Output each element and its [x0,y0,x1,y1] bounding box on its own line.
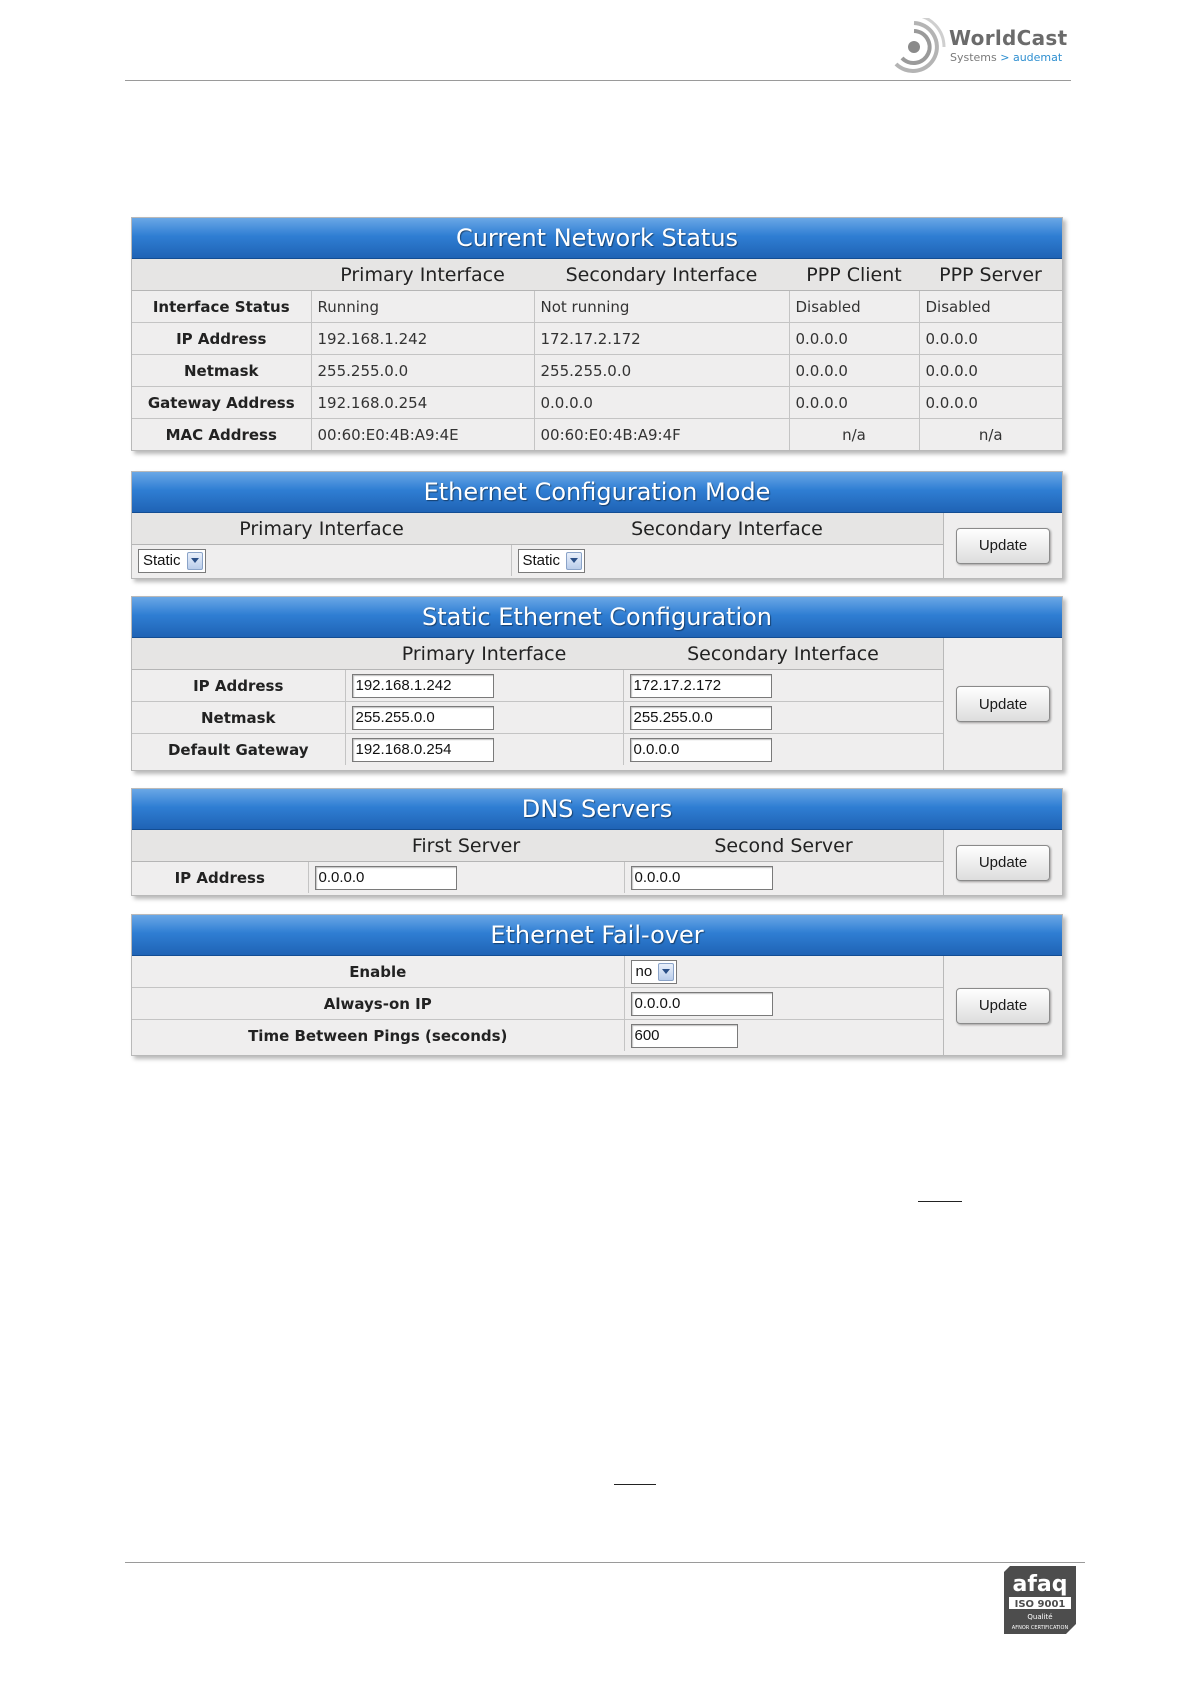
table-row [132,355,1062,387]
row-label: Netmask [132,702,345,734]
eth-mode-title: Ethernet Configuration Mode [132,472,1062,513]
table-row [132,862,943,894]
cert-brand: afaq [1012,1572,1068,1597]
cell-value: 0.0.0.0 [919,387,1062,419]
failover-enable-select[interactable]: no [631,960,678,984]
static-eth-table [132,638,943,765]
afaq-certification-logo [1004,1566,1076,1634]
static-eth-title: Static Ethernet Configuration [132,597,1062,638]
ping-interval-input[interactable]: 600 [631,1024,738,1048]
logo-waves-icon [892,18,952,76]
chevron-down-icon[interactable] [187,552,203,570]
logo-subtitle: Systems > audemat [950,51,1063,64]
cell-value: 0.0.0.0 [789,323,919,355]
row-label: IP Address [132,670,345,702]
dns-first-server-input[interactable]: 0.0.0.0 [315,866,457,890]
column-header-blank [132,638,345,670]
cell-value: Not running [534,291,789,323]
dns-panel [131,788,1063,896]
cell-value: 00:60:E0:4B:A9:4F [534,419,789,451]
cell-value: 0.0.0.0 [919,323,1062,355]
dns-second-server-input[interactable]: 0.0.0.0 [631,866,773,890]
primary-mode-select[interactable]: Static [138,549,206,573]
cell-value: 255.255.0.0 [534,355,789,387]
table-row [132,1020,943,1052]
table-row [132,988,943,1020]
column-header-secondary: Secondary Interface [623,638,943,670]
column-header-secondary: Secondary Interface [534,259,789,291]
column-header-ppp-client: PPP Client [789,259,919,291]
eth-mode-table [132,513,943,576]
column-header-primary: Primary Interface [311,259,534,291]
static-eth-update-button[interactable]: Update [956,686,1050,722]
secondary-netmask-input[interactable]: 255.255.0.0 [630,706,772,730]
row-label: Gateway Address [132,387,311,419]
failover-update-button[interactable]: Update [956,988,1050,1024]
failover-actions [943,956,1062,1055]
table-row [132,323,1062,355]
secondary-ip-input[interactable]: 172.17.2.172 [630,674,772,698]
certification-badge-icon [1004,1566,1076,1634]
primary-netmask-input[interactable]: 255.255.0.0 [352,706,494,730]
column-header-ppp-server: PPP Server [919,259,1062,291]
static-eth-panel [131,596,1063,771]
column-header-primary: Primary Interface [345,638,623,670]
cert-iso: ISO 9001 [1014,1599,1066,1610]
cell-value: 00:60:E0:4B:A9:4E [311,419,534,451]
footer-divider [125,1562,1085,1563]
dns-actions [943,830,1062,895]
static-eth-actions [943,638,1062,770]
primary-mode-cell [132,545,511,577]
network-status-table [132,259,1062,450]
cell-value: 0.0.0.0 [789,387,919,419]
worldcast-logo [892,18,1082,76]
column-header-primary: Primary Interface [132,513,511,545]
column-header-blank [132,259,311,291]
eth-mode-panel [131,471,1063,579]
cell-value: 192.168.1.242 [311,323,534,355]
logo-brand: WorldCast [949,26,1068,50]
text-underline-mark [918,1201,962,1202]
column-header-secondary: Secondary Interface [511,513,943,545]
always-on-ip-input[interactable]: 0.0.0.0 [631,992,773,1016]
secondary-mode-cell [511,545,943,577]
cell-value: Disabled [919,291,1062,323]
header-divider [125,80,1071,81]
chevron-down-icon[interactable] [658,963,674,981]
table-row [132,419,1062,451]
row-label: Always-on IP [132,988,624,1020]
eth-mode-update-button[interactable]: Update [956,528,1050,564]
cell-value: 255.255.0.0 [311,355,534,387]
dns-update-button[interactable]: Update [956,845,1050,881]
row-label: Interface Status [132,291,311,323]
failover-title: Ethernet Fail-over [132,915,1062,956]
eth-mode-actions [943,513,1062,578]
cert-quality: Qualité [1027,1613,1053,1621]
network-status-header-row [132,259,1062,291]
text-underline-mark [614,1484,656,1485]
row-label: Time Between Pings (seconds) [132,1020,624,1052]
failover-panel [131,914,1063,1056]
table-row [132,956,943,988]
column-header-first-server: First Server [308,830,624,862]
column-header-second-server: Second Server [624,830,943,862]
table-row [132,734,943,766]
row-label: IP Address [132,323,311,355]
cert-org: AFNOR CERTIFICATION [1011,1625,1069,1631]
row-label: Default Gateway [132,734,345,766]
dns-table [132,830,943,893]
cell-value: n/a [919,419,1062,451]
cell-value: 0.0.0.0 [789,355,919,387]
cell-value: 0.0.0.0 [919,355,1062,387]
network-status-title: Current Network Status [132,218,1062,259]
table-row [132,702,943,734]
chevron-down-icon[interactable] [566,552,582,570]
primary-ip-input[interactable]: 192.168.1.242 [352,674,494,698]
secondary-gateway-input[interactable]: 0.0.0.0 [630,738,772,762]
table-row [132,670,943,702]
cell-value: 192.168.0.254 [311,387,534,419]
primary-gateway-input[interactable]: 192.168.0.254 [352,738,494,762]
table-row [132,387,1062,419]
dns-title: DNS Servers [132,789,1062,830]
column-header-blank [132,830,308,862]
cell-value: Running [311,291,534,323]
table-row [132,291,1062,323]
row-label: Enable [132,956,624,988]
cell-value: n/a [789,419,919,451]
cell-value: 0.0.0.0 [534,387,789,419]
secondary-mode-select[interactable]: Static [518,549,586,573]
cell-value: Disabled [789,291,919,323]
row-label: Netmask [132,355,311,387]
row-label: MAC Address [132,419,311,451]
cell-value: 172.17.2.172 [534,323,789,355]
row-label: IP Address [132,862,308,894]
network-status-panel [131,217,1063,451]
failover-table [132,956,943,1051]
